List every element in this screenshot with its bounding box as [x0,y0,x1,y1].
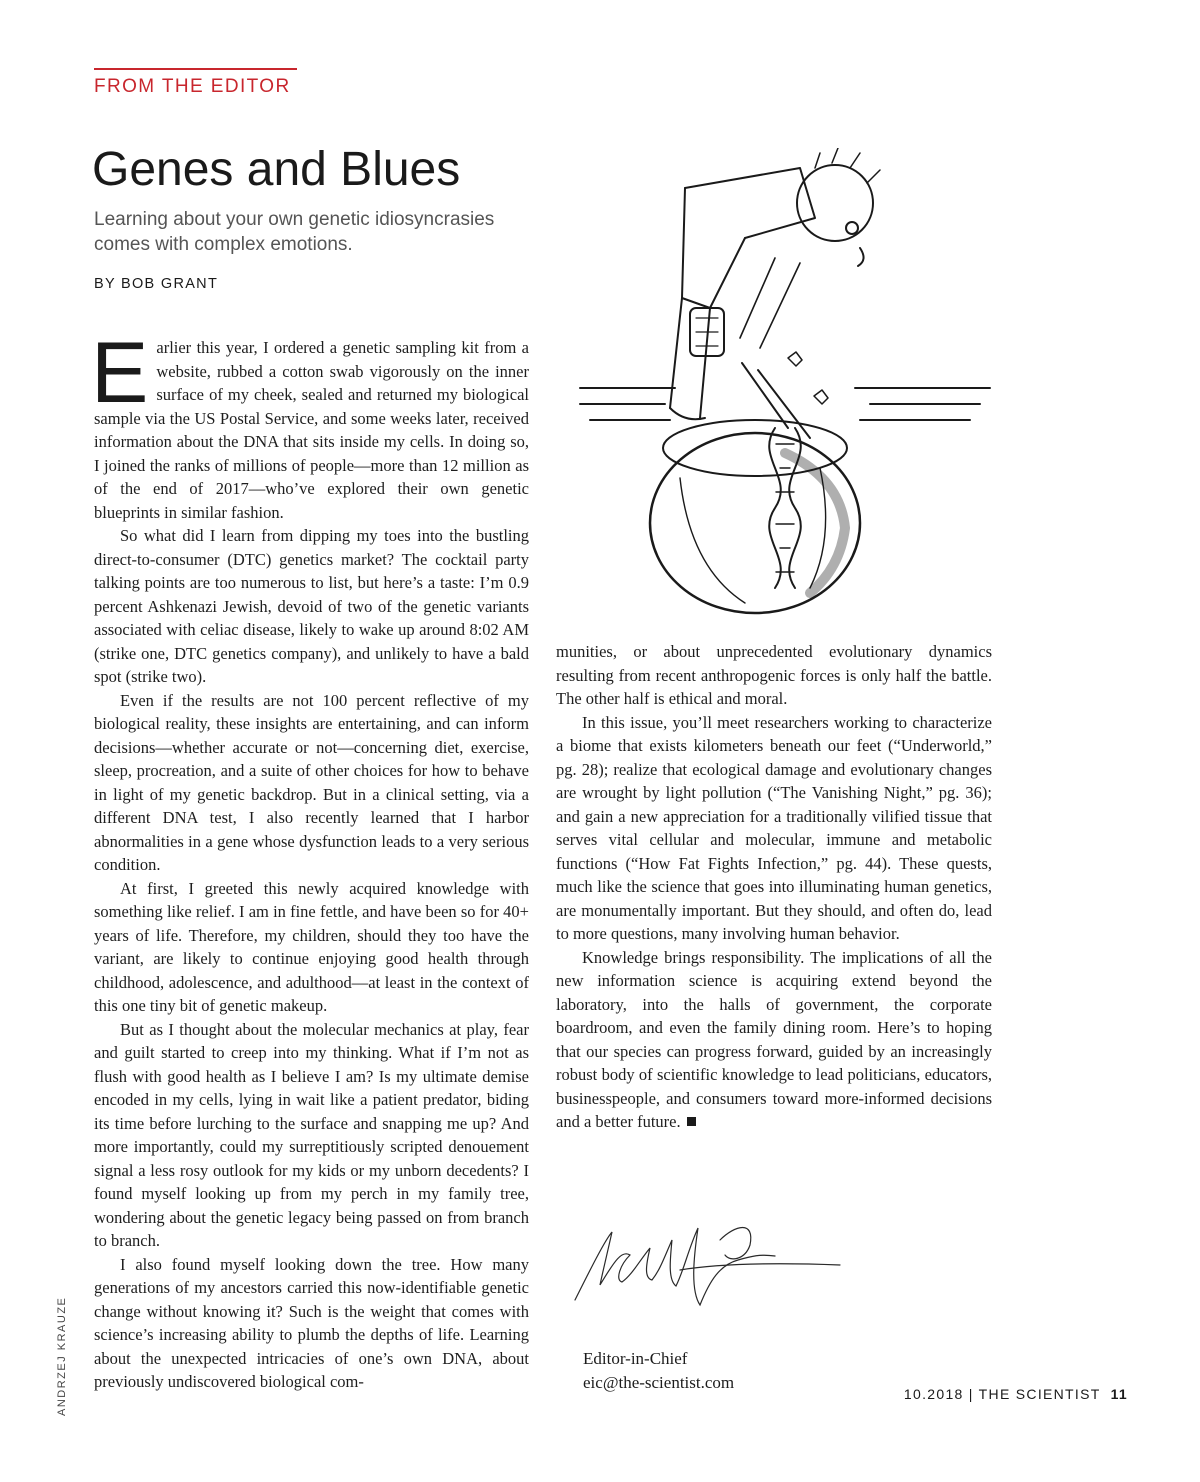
paragraph: munities, or about unprecedented evolutionary dynamics resulting from recent anthropogenic forces is only half the battle. The other half is ethical and moral. [556,642,992,708]
page-footer [904,1386,1128,1402]
article-dek [94,207,564,257]
section-label: FROM THE EDITOR [94,76,291,97]
page-number: 11 [1110,1386,1128,1402]
dek-line: Learning about your own genetic idiosyncrasies [94,209,495,230]
drop-cap: E [91,325,149,421]
paragraph: I also found myself looking down the tree. How many generations of my ancestors carried this now-identifiable genetic change without knowing it? Such is the weight that comes with science’s increasing ability to plumb the depths of life. Learning about the unexpected intricacies of one’s own DNA, about previously undiscovered biological com- [94,1254,529,1391]
paragraph [556,946,992,1134]
paragraph-text: Knowledge brings responsibility. The implications of all the new information science is acquiring extend beyond the laboratory, into the halls of government, the corporate boardroom, and even the family dining room. Here’s to hoping that our species can progress forward, guided by an increasingly robust body of scientific knowledge to lead politicians, educators, businesspeople, and consumers toward more-informed decisions and a better future. [556,947,992,1131]
article-title: Genes and Blues [92,143,461,196]
paragraph: At first, I greeted this newly acquired knowledge with something like relief. I am in fine fettle, and have been so for 40+ years of life. Therefore, my children, should they too have the variant, are likely to continue enjoying good health through childhood, adolescence, and adulthood—at least in the context of this one tiny bit of genetic makeup. [94,878,529,1015]
article-column-2 [556,640,992,1134]
paragraph: So what did I learn from dipping my toes into the bustling direct-to-consumer (DTC) genetics market? The cocktail party talking points are too numerous to list, but here’s a taste: I’m 0.9 percent Ashkenazi Jewish, devoid of two of the genetic variants associated with celiac disease, likely to wake up around 8:02 AM (strike one, DTC genetics company), and unlikely to have a bald spot (strike two). [94,526,529,686]
dna-well-illustration [570,148,1000,628]
article-column-1 [91,325,529,1394]
paragraph: Even if the results are not 100 percent reflective of my biological reality, these insights are entertaining, and can inform decisions—whether accurate or not—concerning diet, exercise, sleep, procreation, and a suite of other choices for how to behave in light of my genetic backdrop. But in a clinical setting, via a different DNA test, I also recently learned that I harbor abnormalities in a gene whose dysfunction leads to a very serious condition. [94,690,529,874]
end-mark [687,1117,696,1126]
section-rule [94,68,297,70]
illustration-credit: ANDRZEJ KRAUZE [56,1296,68,1416]
byline: BY BOB GRANT [94,276,219,292]
dek-line: comes with complex emotions. [94,234,353,255]
paragraph: But as I thought about the molecular mechanics at play, fear and guilt started to creep into my thinking. What if I’m not as flush with good health as I believe I am? Is my ultimate demise encoded in my cells, lying in wait like a patient predator, biding its time before lurching to the surface and snapping me up? And more importantly, could my surreptitiously scripted denouement signal a less rosy outlook for my kids or my unborn decedents? I found myself looking up from my perch in my family tree, wondering about the genetic legacy being passed on from branch to branch. [94,1019,529,1250]
paragraph-text: arlier this year, I ordered a genetic sampling kit from a website, rubbed a cotton swab vigorously on the inner surface of my cheek, sealed and returned my biological sample via the US Postal Service, and some weeks later, received information about the DNA that sits inside my cells. In doing so, I joined the ranks of millions of people—more than 12 million as of the end of 2017—who’ve explored their own genetic blueprints in similar fashion. [94,338,529,522]
signoff-email: eic@the-scientist.com [583,1373,735,1392]
folio-text: 10.2018 | THE SCIENTIST [903,1386,1101,1402]
paragraph: In this issue, you’ll meet researchers working to characterize a biome that exists kilometers beneath our feet (“Underworld,” pg. 28); realize that ecological damage and evolutionary changes are wrought by light pollution (“The Vanishing Night,” pg. 36); and gain a new appreciation for a traditionally vilified tissue that serves vital cellular and molecular, immune and metabolic functions (“How Fat Fights Infection,” pg. 44). These quests, much like the science that goes into illuminating human genetics, are monumentally important. But they should, and often do, lead to more questions, many involving human behavior. [556,712,992,943]
paragraph [91,325,529,524]
editor-signature [560,1210,850,1320]
signoff-title: Editor-in-Chief [583,1349,688,1368]
